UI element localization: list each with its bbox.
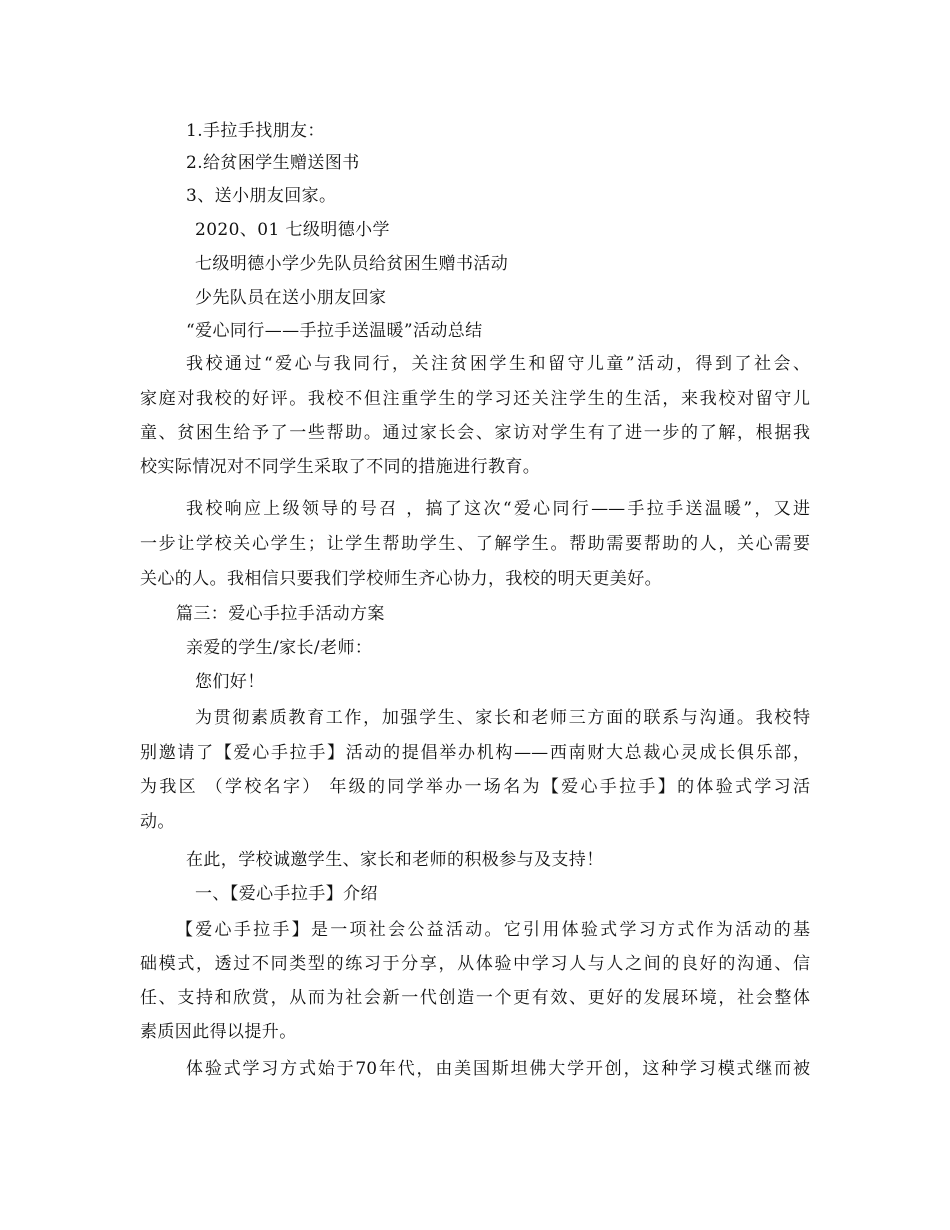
paragraph-line: 我校通过“爱心与我同行，关注贫困学生和留守儿童”活动，得到了社会、 [186, 354, 810, 374]
subsection-heading: 一、【爱心手拉手】介绍 [195, 884, 378, 904]
list-item-2: 2.给贫困学生赠送图书 [186, 153, 360, 173]
salutation: 亲爱的学生/家长/老师： [186, 638, 373, 658]
paragraph-line: 为贯彻素质教育工作，加强学生、家长和老师三方面的联系与沟通。我校特 [195, 708, 810, 728]
list-item-3: 3、送小朋友回家。 [186, 186, 337, 206]
paragraph-line: 素质因此得以提升。 [140, 1022, 297, 1042]
list-item-1: 1.手拉手找朋友： [186, 121, 325, 141]
date-line: 2020、01 七级明德小学 [195, 220, 390, 240]
paragraph-line: 家庭对我校的好评。我校不但注重学生的学习还关注学生的生活，来我校对留守儿 [140, 389, 810, 409]
summary-title: “爱心同行——手拉手送温暖”活动总结 [186, 321, 483, 341]
paragraph-line: 体验式学习方式始于70年代，由美国斯坦佛大学开创，这种学习模式继而被 [186, 1059, 810, 1079]
paragraph-line: 础模式，透过不同类型的练习于分享，从体验中学习人与人之间的良好的沟通、信 [140, 954, 810, 974]
photo-caption-1: 七级明德小学少先队员给贫困生赠书活动 [195, 254, 509, 274]
paragraph-line: 【爱心手拉手】是一项社会公益活动。它引用体验式学习方式作为活动的基 [176, 920, 810, 940]
paragraph-line: 我校响应上级领导的号召 ，搞了这次“爱心同行——手拉手送温暖”，又进 [186, 499, 810, 519]
paragraph-line: 为我区 （学校名字） 年级的同学举办一场名为【爱心手拉手】的体验式学习活 [140, 777, 810, 797]
paragraph-line: 动。 [140, 812, 175, 832]
section-heading: 篇三：爱心手拉手活动方案 [176, 604, 385, 624]
paragraph-line: 校实际情况对不同学生采取了不同的措施进行教育。 [140, 457, 541, 477]
paragraph-line: 一步让学校关心学生；让学生帮助学生、了解学生。帮助需要帮助的人，关心需要 [140, 534, 810, 554]
paragraph-line: 别邀请了【爱心手拉手】活动的提倡举办机构——西南财大总裁心灵成长俱乐部， [140, 743, 810, 763]
paragraph-line: 任、支持和欣赏，从而为社会新一代创造一个更有效、更好的发展环境，社会整体 [140, 988, 810, 1008]
photo-caption-2: 少先队员在送小朋友回家 [195, 288, 387, 308]
paragraph-line: 关心的人。我相信只要我们学校师生齐心协力，我校的明天更美好。 [140, 569, 662, 589]
invitation-line: 在此，学校诚邀学生、家长和老师的积极参与及支持！ [186, 850, 604, 870]
paragraph-line: 童、贫困生给予了一些帮助。通过家长会、家访对学生有了进一步的了解，根据我 [140, 423, 810, 443]
greeting: 您们好！ [195, 672, 265, 692]
